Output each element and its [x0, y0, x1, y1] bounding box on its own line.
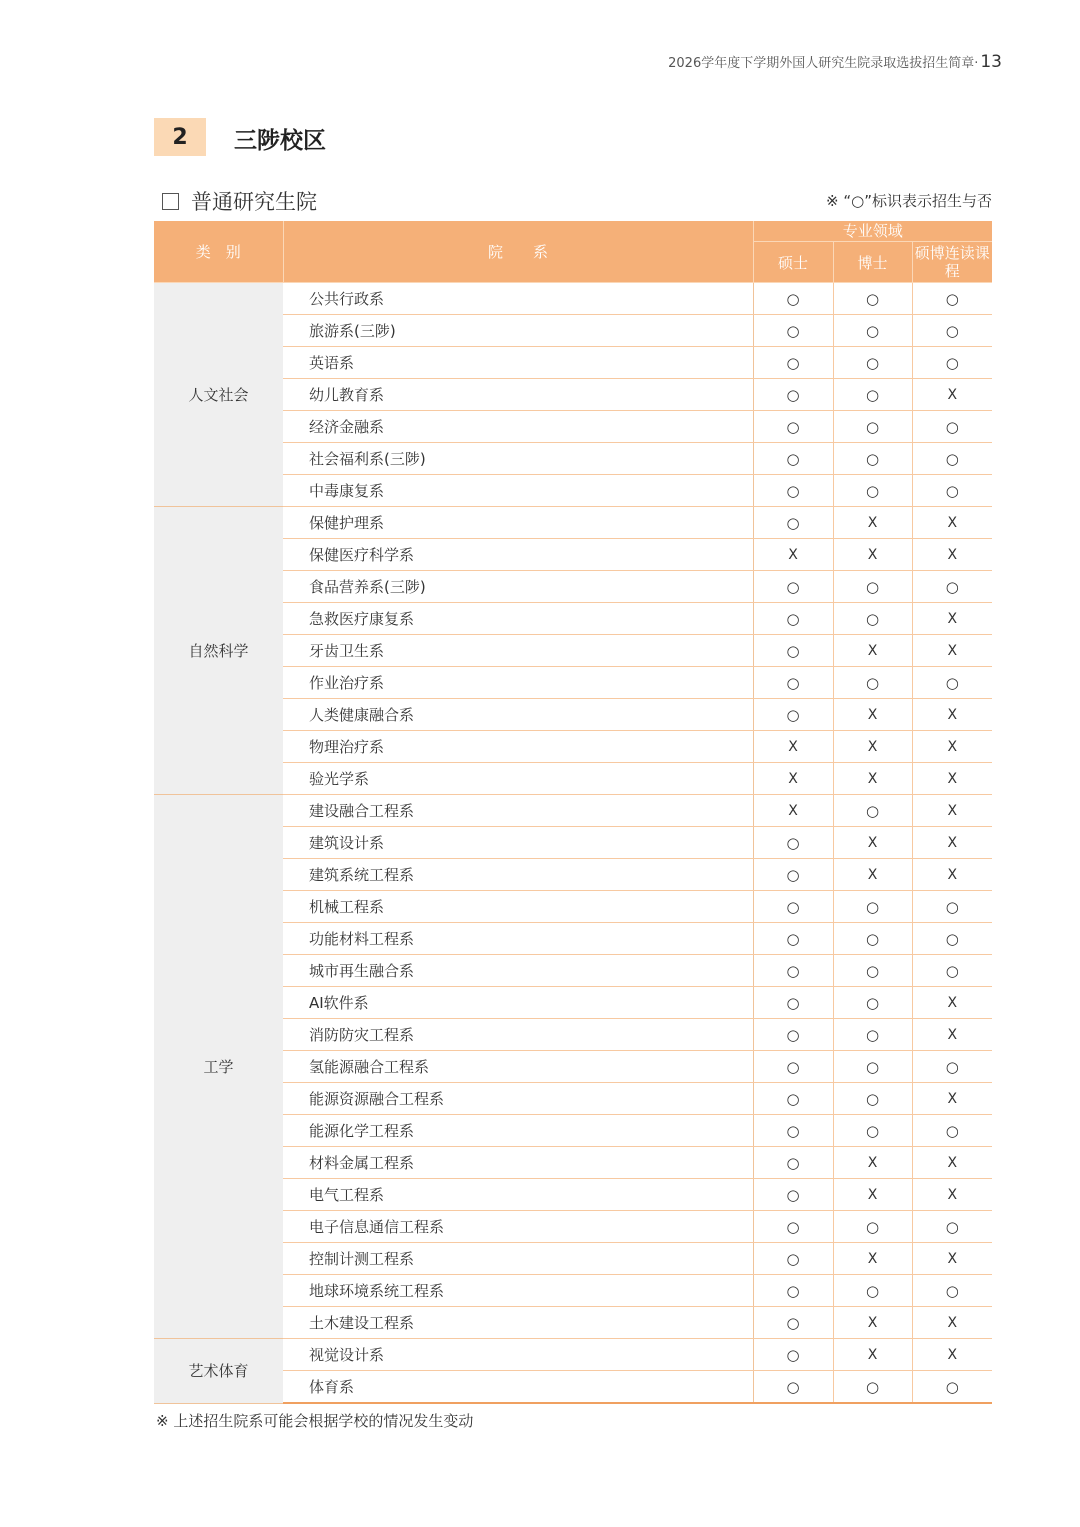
master-mark: ○	[753, 923, 833, 955]
doctor-mark: ○	[833, 283, 912, 315]
department-cell: 中毒康复系	[283, 475, 753, 507]
joint-mark: ○	[912, 315, 992, 347]
admissions-table	[154, 221, 992, 1404]
joint-mark: X	[912, 1083, 992, 1115]
running-header-title: 2026学年度下学期外国人研究生院录取选拔招生简章·	[668, 56, 979, 71]
header-field: 专业领域	[753, 221, 992, 242]
category-cell: 人文社会	[154, 283, 283, 507]
department-cell: 旅游系(三陟)	[283, 315, 753, 347]
master-mark: ○	[753, 1275, 833, 1307]
section-title: 三陟校区	[234, 128, 326, 154]
master-mark: ○	[753, 1115, 833, 1147]
master-mark: ○	[753, 955, 833, 987]
doctor-mark: ○	[833, 1051, 912, 1083]
department-cell: 功能材料工程系	[283, 923, 753, 955]
joint-mark: ○	[912, 1051, 992, 1083]
department-cell: 控制计测工程系	[283, 1243, 753, 1275]
doctor-mark: ○	[833, 1211, 912, 1243]
department-cell: 社会福利系(三陟)	[283, 443, 753, 475]
master-mark: ○	[753, 859, 833, 891]
doctor-mark: ○	[833, 891, 912, 923]
doctor-mark: ○	[833, 667, 912, 699]
doctor-mark: ○	[833, 411, 912, 443]
master-mark: ○	[753, 443, 833, 475]
joint-mark: X	[912, 699, 992, 731]
doctor-mark: ○	[833, 1115, 912, 1147]
joint-mark: ○	[912, 443, 992, 475]
doctor-mark: X	[833, 539, 912, 571]
department-cell: 机械工程系	[283, 891, 753, 923]
master-mark: ○	[753, 1083, 833, 1115]
department-cell: 幼儿教育系	[283, 379, 753, 411]
doctor-mark: ○	[833, 347, 912, 379]
department-cell: 土木建设工程系	[283, 1307, 753, 1339]
doctor-mark: X	[833, 859, 912, 891]
master-mark: ○	[753, 1339, 833, 1371]
master-mark: X	[753, 763, 833, 795]
doctor-mark: X	[833, 763, 912, 795]
joint-mark: ○	[912, 283, 992, 315]
doctor-mark: X	[833, 827, 912, 859]
master-mark: ○	[753, 507, 833, 539]
master-mark: X	[753, 795, 833, 827]
doctor-mark: ○	[833, 571, 912, 603]
department-cell: 作业治疗系	[283, 667, 753, 699]
department-cell: 人类健康融合系	[283, 699, 753, 731]
department-cell: 建筑系统工程系	[283, 859, 753, 891]
department-cell: 能源资源融合工程系	[283, 1083, 753, 1115]
doctor-mark: ○	[833, 987, 912, 1019]
joint-mark: ○	[912, 955, 992, 987]
master-mark: ○	[753, 827, 833, 859]
joint-mark: X	[912, 1019, 992, 1051]
master-mark: X	[753, 539, 833, 571]
joint-mark: X	[912, 731, 992, 763]
doctor-mark: ○	[833, 955, 912, 987]
category-cell: 艺术体育	[154, 1339, 283, 1404]
department-cell: 体育系	[283, 1371, 753, 1404]
master-mark: ○	[753, 667, 833, 699]
master-mark: ○	[753, 603, 833, 635]
joint-mark: ○	[912, 571, 992, 603]
master-mark: ○	[753, 347, 833, 379]
joint-mark: X	[912, 859, 992, 891]
department-cell: 电气工程系	[283, 1179, 753, 1211]
master-mark: ○	[753, 1211, 833, 1243]
doctor-mark: ○	[833, 315, 912, 347]
department-cell: 牙齿卫生系	[283, 635, 753, 667]
department-cell: 能源化学工程系	[283, 1115, 753, 1147]
master-mark: ○	[753, 1019, 833, 1051]
joint-mark: X	[912, 1179, 992, 1211]
department-cell: 电子信息通信工程系	[283, 1211, 753, 1243]
doctor-mark: X	[833, 1243, 912, 1275]
doctor-mark: X	[833, 1147, 912, 1179]
joint-mark: X	[912, 1243, 992, 1275]
doctor-mark: ○	[833, 1275, 912, 1307]
doctor-mark: X	[833, 635, 912, 667]
joint-mark: X	[912, 539, 992, 571]
joint-mark: ○	[912, 923, 992, 955]
header-category: 类 别	[154, 221, 283, 283]
joint-mark: ○	[912, 667, 992, 699]
department-cell: 经济金融系	[283, 411, 753, 443]
doctor-mark: X	[833, 699, 912, 731]
joint-mark: ○	[912, 411, 992, 443]
master-mark: ○	[753, 475, 833, 507]
master-mark: ○	[753, 571, 833, 603]
master-mark: ○	[753, 315, 833, 347]
joint-mark: X	[912, 1339, 992, 1371]
footnote: ※ 上述招生院系可能会根据学校的情况发生变动	[156, 1412, 474, 1430]
department-cell: 材料金属工程系	[283, 1147, 753, 1179]
joint-mark: X	[912, 1307, 992, 1339]
master-mark: ○	[753, 1307, 833, 1339]
header-department: 院 系	[283, 221, 753, 283]
department-cell: 建设融合工程系	[283, 795, 753, 827]
table-row	[154, 283, 992, 315]
master-mark: ○	[753, 1179, 833, 1211]
doctor-mark: ○	[833, 923, 912, 955]
doctor-mark: X	[833, 507, 912, 539]
department-cell: 保健医疗科学系	[283, 539, 753, 571]
header-doctor: 博士	[833, 242, 912, 283]
subsection-title: 普通研究生院	[191, 190, 317, 214]
subsection-heading	[162, 186, 317, 216]
joint-mark: X	[912, 379, 992, 411]
joint-mark: X	[912, 603, 992, 635]
department-cell: 地球环境系统工程系	[283, 1275, 753, 1307]
joint-mark: ○	[912, 1371, 992, 1404]
master-mark: ○	[753, 379, 833, 411]
joint-mark: ○	[912, 1115, 992, 1147]
master-mark: ○	[753, 1371, 833, 1404]
doctor-mark: X	[833, 1339, 912, 1371]
department-cell: 急救医疗康复系	[283, 603, 753, 635]
joint-mark: X	[912, 635, 992, 667]
table-body	[154, 283, 992, 1404]
master-mark: ○	[753, 891, 833, 923]
joint-mark: X	[912, 763, 992, 795]
master-mark: X	[753, 731, 833, 763]
master-mark: ○	[753, 1147, 833, 1179]
doctor-mark: ○	[833, 1371, 912, 1404]
header-joint: 硕博连读课程	[912, 242, 992, 283]
category-cell: 自然科学	[154, 507, 283, 795]
joint-mark: ○	[912, 1211, 992, 1243]
checkbox-icon	[162, 193, 179, 210]
doctor-mark: ○	[833, 1083, 912, 1115]
joint-mark: X	[912, 827, 992, 859]
master-mark: ○	[753, 699, 833, 731]
header-master: 硕士	[753, 242, 833, 283]
department-cell: 食品营养系(三陟)	[283, 571, 753, 603]
doctor-mark: X	[833, 731, 912, 763]
table-row	[154, 1339, 992, 1371]
department-cell: 公共行政系	[283, 283, 753, 315]
table-row	[154, 795, 992, 827]
department-cell: 英语系	[283, 347, 753, 379]
legend-note: ※ “○”标识表示招生与否	[826, 192, 992, 210]
page-number: 13	[980, 52, 1002, 72]
department-cell: AI软件系	[283, 987, 753, 1019]
joint-mark: ○	[912, 347, 992, 379]
master-mark: ○	[753, 635, 833, 667]
department-cell: 验光学系	[283, 763, 753, 795]
department-cell: 保健护理系	[283, 507, 753, 539]
joint-mark: X	[912, 795, 992, 827]
joint-mark: X	[912, 987, 992, 1019]
category-cell: 工学	[154, 795, 283, 1339]
doctor-mark: X	[833, 1179, 912, 1211]
table-row	[154, 507, 992, 539]
doctor-mark: ○	[833, 603, 912, 635]
master-mark: ○	[753, 1051, 833, 1083]
doctor-mark: ○	[833, 475, 912, 507]
joint-mark: ○	[912, 475, 992, 507]
master-mark: ○	[753, 987, 833, 1019]
doctor-mark: ○	[833, 379, 912, 411]
joint-mark: X	[912, 1147, 992, 1179]
joint-mark: ○	[912, 1275, 992, 1307]
department-cell: 建筑设计系	[283, 827, 753, 859]
doctor-mark: X	[833, 1307, 912, 1339]
department-cell: 氢能源融合工程系	[283, 1051, 753, 1083]
department-cell: 城市再生融合系	[283, 955, 753, 987]
department-cell: 消防防灾工程系	[283, 1019, 753, 1051]
section-number: 2	[154, 118, 206, 156]
department-cell: 视觉设计系	[283, 1339, 753, 1371]
department-cell: 物理治疗系	[283, 731, 753, 763]
doctor-mark: ○	[833, 443, 912, 475]
running-header	[668, 52, 1002, 72]
doctor-mark: ○	[833, 795, 912, 827]
doctor-mark: ○	[833, 1019, 912, 1051]
master-mark: ○	[753, 1243, 833, 1275]
master-mark: ○	[753, 411, 833, 443]
master-mark: ○	[753, 283, 833, 315]
joint-mark: ○	[912, 891, 992, 923]
joint-mark: X	[912, 507, 992, 539]
